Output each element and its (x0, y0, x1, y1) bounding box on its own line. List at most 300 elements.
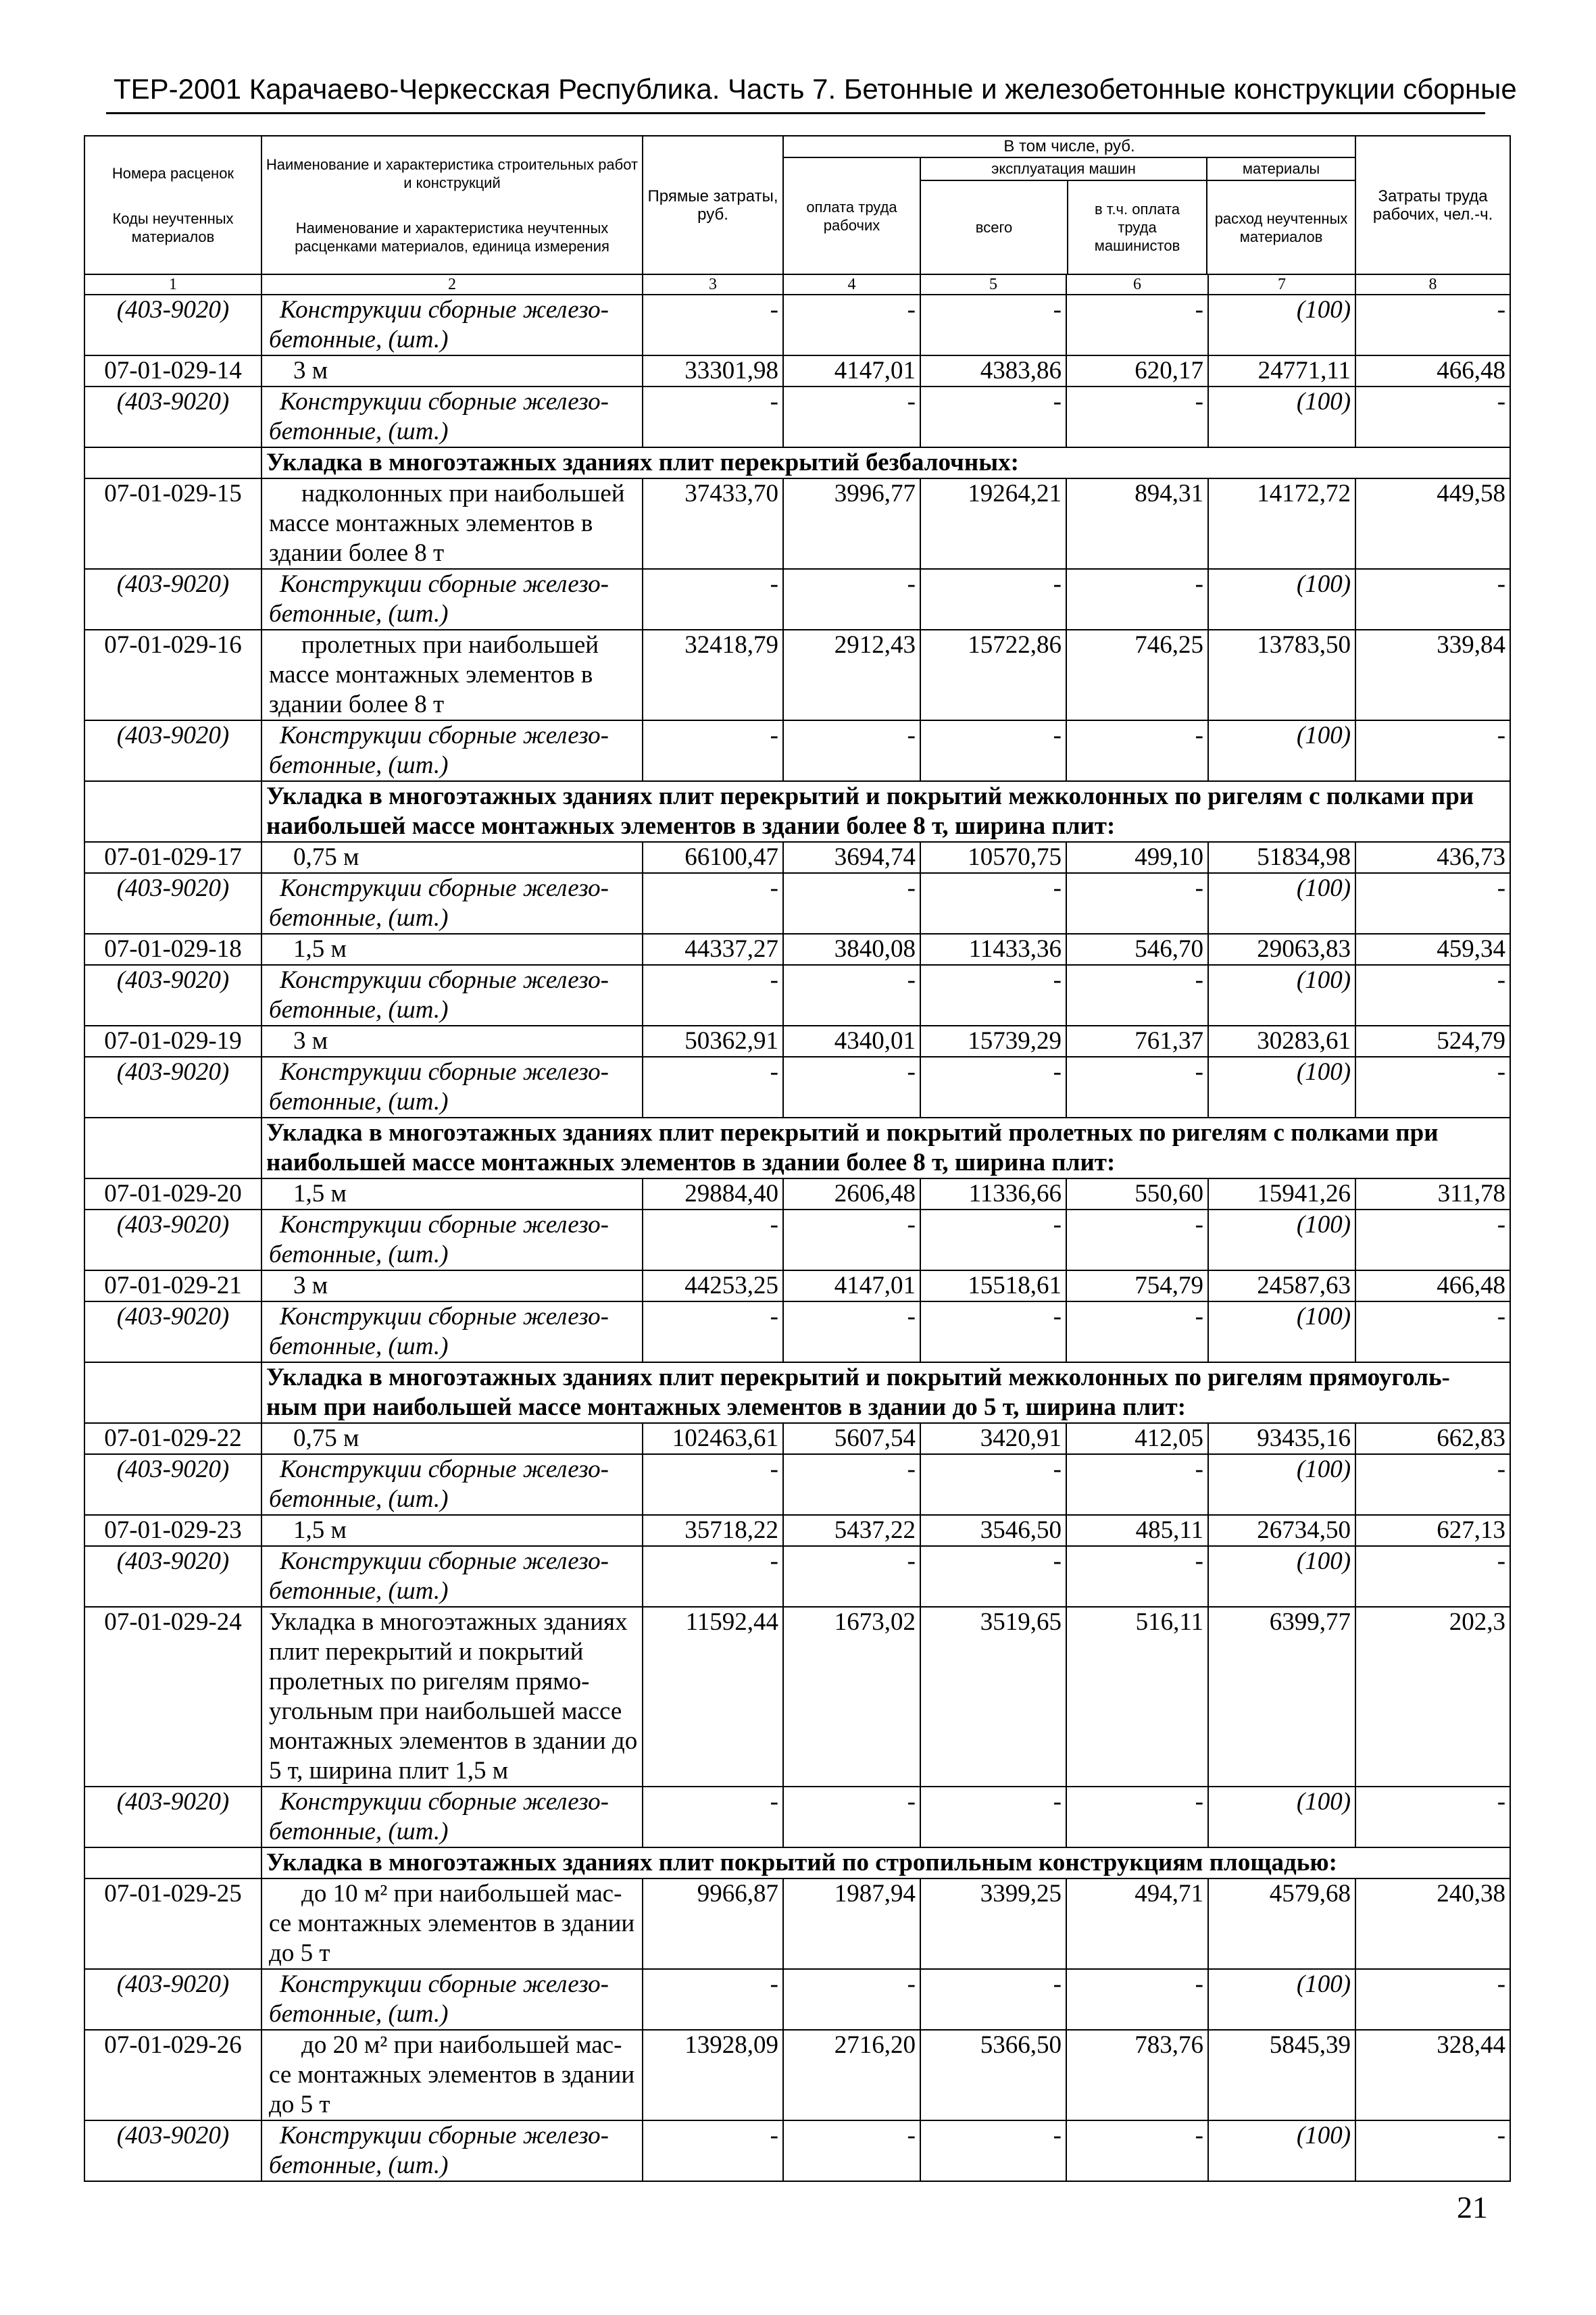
value: 15722,86 (968, 631, 1062, 659)
value: 5845,39 (1269, 2031, 1351, 2059)
value: - (770, 1788, 778, 1816)
value-cell-col-4 (783, 1057, 920, 1118)
value: (100) (1296, 1058, 1351, 1086)
value-cell-col-7 (1208, 478, 1355, 569)
value: - (770, 1455, 778, 1483)
rate-code: 07-01-029-26 (104, 2031, 242, 2059)
material-code: (403-9020) (116, 966, 230, 994)
description-line: надколонных при наибольшей (301, 480, 625, 507)
description-line: 3 м (293, 1027, 328, 1055)
value-cell-col-4 (783, 1301, 920, 1362)
section-code-cell (84, 1847, 261, 1878)
value-cell-col-4 (783, 355, 920, 387)
section-heading (261, 1847, 1510, 1878)
value: - (1053, 1788, 1062, 1816)
rate-description (261, 1270, 643, 1301)
value-cell-col-8 (1355, 478, 1510, 569)
material-row (84, 1787, 1510, 1847)
rate-code: 07-01-029-15 (104, 480, 242, 507)
material-row (84, 720, 1510, 781)
value: 44253,25 (684, 1272, 778, 1299)
value-cell-col-6 (1066, 478, 1208, 569)
description-line: пролетных по ригелям прямо- (269, 1668, 590, 1695)
value-cell-col-3 (643, 1607, 783, 1787)
material-code-cell (84, 1057, 261, 1118)
value-cell-col-3 (643, 478, 783, 569)
rate-row (84, 1026, 1510, 1057)
value: (100) (1296, 1547, 1351, 1575)
rate-description (261, 2030, 643, 2120)
column-number-1: 1 (84, 274, 261, 295)
value: 311,78 (1437, 1180, 1506, 1208)
value: - (907, 966, 916, 994)
value-cell-col-6 (1066, 1607, 1208, 1787)
value: - (1497, 388, 1506, 416)
value: 494,71 (1134, 1880, 1203, 1908)
value: 499,10 (1134, 843, 1203, 871)
rate-code: 07-01-029-20 (104, 1180, 242, 1208)
section-heading-row (84, 781, 1510, 842)
value: - (907, 1455, 916, 1483)
value-cell-col-5 (920, 1423, 1066, 1454)
material-description (261, 1210, 643, 1270)
value: - (770, 1211, 778, 1239)
value-cell-col-3 (643, 1210, 783, 1270)
description-line: бетонные, (шт.) (269, 1241, 449, 1268)
rate-code: 07-01-029-14 (104, 357, 242, 384)
material-code-cell (84, 1210, 261, 1270)
value: - (770, 966, 778, 994)
value-cell-col-8 (1355, 1546, 1510, 1607)
value: - (907, 296, 916, 324)
value-cell-col-7 (1208, 1878, 1355, 1969)
section-heading-line: Укладка в многоэтажных зданиях плит перекрытий и покрытий межколонных по ригелям прямоуголь- (266, 1364, 1450, 1391)
value: - (1497, 1788, 1506, 1816)
value-cell-col-7 (1208, 1607, 1355, 1787)
value: 3546,50 (980, 1516, 1062, 1544)
value-cell-col-7 (1208, 1969, 1355, 2030)
description-line: бетонные, (шт.) (269, 2151, 449, 2179)
material-description (261, 965, 643, 1026)
material-code-cell (84, 720, 261, 781)
value-cell-col-7 (1208, 2030, 1355, 2120)
value-cell-col-5 (920, 1301, 1066, 1362)
value: (100) (1296, 1211, 1351, 1239)
value: 620,17 (1134, 357, 1203, 384)
description-line: Конструкции сборные железо- (280, 1970, 609, 1998)
material-description (261, 873, 643, 934)
material-code: (403-9020) (116, 296, 230, 324)
description-line: 0,75 м (293, 1424, 359, 1452)
value-cell-col-8 (1355, 630, 1510, 720)
rate-code-cell (84, 2030, 261, 2120)
material-code: (403-9020) (116, 388, 230, 416)
value-cell-col-3 (643, 1270, 783, 1301)
value-cell-col-5 (920, 1515, 1066, 1546)
value: - (770, 388, 778, 416)
value: - (1497, 570, 1506, 598)
value: - (1195, 296, 1203, 324)
value-cell-col-4 (783, 1454, 920, 1515)
value-cell-col-4 (783, 720, 920, 781)
description-line: Конструкции сборные железо- (280, 722, 609, 749)
value: (100) (1296, 966, 1351, 994)
value: - (1195, 722, 1203, 749)
rate-row (84, 934, 1510, 965)
value-cell-col-7 (1208, 873, 1355, 934)
material-code-cell (84, 2120, 261, 2181)
description-line: бетонные, (шт.) (269, 1485, 449, 1513)
section-heading-line: Укладка в многоэтажных зданиях плит перекрытий и покрытий пролетных по ригелям с полками при (266, 1119, 1439, 1147)
description-line: Конструкции сборные железо- (280, 1455, 609, 1483)
value-cell-col-4 (783, 934, 920, 965)
value: 15941,26 (1257, 1180, 1351, 1208)
value-cell-col-5 (920, 2120, 1066, 2181)
rate-row (84, 355, 1510, 387)
description-line: пролетных при наибольшей (301, 631, 599, 659)
column-number-5: 5 (920, 274, 1066, 295)
rate-row (84, 842, 1510, 873)
value: - (1497, 722, 1506, 749)
value: 102463,61 (672, 1424, 778, 1452)
rate-code: 07-01-029-16 (104, 631, 242, 659)
description-line: Конструкции сборные железо- (280, 296, 609, 324)
value: - (1195, 570, 1203, 598)
value: - (1195, 1547, 1203, 1575)
rate-description (261, 1178, 643, 1210)
rate-description (261, 630, 643, 720)
description-line: 1,5 м (293, 935, 347, 963)
column-number-6: 6 (1066, 274, 1208, 295)
value: - (1497, 1547, 1506, 1575)
value-cell-col-7 (1208, 1301, 1355, 1362)
value: 4147,01 (834, 1272, 916, 1299)
value: - (1053, 874, 1062, 902)
description-line: бетонные, (шт.) (269, 1333, 449, 1360)
value: 459,34 (1437, 935, 1506, 963)
value: 29884,40 (684, 1180, 778, 1208)
value: 5607,54 (834, 1424, 916, 1452)
value: 4579,68 (1269, 1880, 1351, 1908)
description-line: массе монтажных элементов в (269, 661, 593, 689)
value: 1987,94 (834, 1880, 916, 1908)
value: 35718,22 (684, 1516, 778, 1544)
value: - (907, 722, 916, 749)
page-number: 21 (1457, 2190, 1488, 2224)
value-cell-col-7 (1208, 1787, 1355, 1847)
material-code: (403-9020) (116, 722, 230, 749)
value: - (1195, 1058, 1203, 1086)
rate-code-cell (84, 842, 261, 873)
value-cell-col-3 (643, 873, 783, 934)
value-cell-col-4 (783, 1878, 920, 1969)
value-cell-col-5 (920, 934, 1066, 965)
value-cell-col-7 (1208, 720, 1355, 781)
material-code-cell (84, 387, 261, 447)
value-cell-col-3 (643, 387, 783, 447)
value-cell-col-4 (783, 873, 920, 934)
rate-code-cell (84, 1178, 261, 1210)
value-cell-col-4 (783, 1026, 920, 1057)
value-cell-col-5 (920, 1607, 1066, 1787)
header-machinist-pay: в т.ч. оплата труда машинистов (1094, 201, 1180, 254)
column-number-8: 8 (1355, 274, 1510, 295)
value-cell-col-3 (643, 1878, 783, 1969)
value-cell-col-6 (1066, 842, 1208, 873)
value-cell-col-3 (643, 569, 783, 630)
value-cell-col-6 (1066, 1787, 1208, 1847)
value-cell-col-8 (1355, 1878, 1510, 1969)
value-cell-col-6 (1066, 934, 1208, 965)
value-cell-col-3 (643, 720, 783, 781)
material-code-cell (84, 1546, 261, 1607)
value-cell-col-7 (1208, 387, 1355, 447)
value: (100) (1296, 570, 1351, 598)
value-cell-col-7 (1208, 569, 1355, 630)
section-heading-line: Укладка в многоэтажных зданиях плит покрытий по стропильным конструкциям площадью: (266, 1849, 1337, 1876)
value: (100) (1296, 722, 1351, 749)
material-code: (403-9020) (116, 1303, 230, 1330)
value-cell-col-6 (1066, 2030, 1208, 2120)
value: (100) (1296, 1303, 1351, 1330)
value-cell-col-4 (783, 1787, 920, 1847)
value-cell-col-5 (920, 1057, 1066, 1118)
material-row (84, 965, 1510, 1026)
value-cell-col-7 (1208, 1270, 1355, 1301)
value-cell-col-8 (1355, 355, 1510, 387)
value: 627,13 (1437, 1516, 1506, 1544)
value-cell-col-8 (1355, 1787, 1510, 1847)
description-line: се монтажных элементов в здании (269, 2061, 635, 2089)
rate-description (261, 1607, 643, 1787)
value-cell-col-6 (1066, 1210, 1208, 1270)
value: - (1497, 2122, 1506, 2149)
value: - (1195, 1970, 1203, 1998)
value-cell-col-4 (783, 1515, 920, 1546)
header-rate-numbers: Номера расценок Коды неучтенных материалов (84, 136, 261, 274)
column-number-row (84, 274, 1510, 295)
rate-code: 07-01-029-25 (104, 1880, 242, 1908)
value-cell-col-7 (1208, 630, 1355, 720)
rate-code-cell (84, 1423, 261, 1454)
value: 10570,75 (968, 843, 1062, 871)
value-cell-col-8 (1355, 569, 1510, 630)
rates-table (84, 135, 1511, 2182)
value-cell-col-5 (920, 842, 1066, 873)
material-description (261, 1454, 643, 1515)
value-cell-col-7 (1208, 1454, 1355, 1515)
header-materials-expense: расход неучтенных материалов (1214, 209, 1348, 245)
value-cell-col-6 (1066, 2120, 1208, 2181)
value: - (907, 2122, 916, 2149)
rate-description (261, 934, 643, 965)
material-description (261, 1057, 643, 1118)
value: 550,60 (1134, 1180, 1203, 1208)
description-line: бетонные, (шт.) (269, 751, 449, 779)
section-heading-line: наибольшей массе монтажных элементов в здании более 8 т, ширина плит: (266, 812, 1116, 840)
page-header-title: ТЕР-2001 Карачаево-Черкесская Республика. Часть 7. Бетонные и железобетонные конструкции сборные (114, 73, 1517, 105)
value-cell-col-7 (1208, 1423, 1355, 1454)
value-cell-col-3 (643, 2120, 783, 2181)
value: - (1195, 388, 1203, 416)
material-code: (403-9020) (116, 570, 230, 598)
section-heading-row (84, 447, 1510, 478)
value-cell-col-4 (783, 842, 920, 873)
value-cell-col-6 (1066, 720, 1208, 781)
description-line: до 20 м² при наибольшей мас- (301, 2031, 622, 2059)
description-line: Конструкции сборные железо- (280, 1547, 609, 1575)
value-cell-col-7 (1208, 934, 1355, 965)
value-cell-col-6 (1066, 630, 1208, 720)
value: 3840,08 (834, 935, 916, 963)
value-cell-col-4 (783, 1210, 920, 1270)
value: - (770, 1058, 778, 1086)
value: 15518,61 (968, 1272, 1062, 1299)
material-row (84, 873, 1510, 934)
description-line: монтажных элементов в здании до (269, 1727, 638, 1755)
rate-description (261, 355, 643, 387)
rate-row (84, 478, 1510, 569)
description-line: бетонные, (шт.) (269, 2000, 449, 2028)
description-line: бетонные, (шт.) (269, 1577, 449, 1605)
value: 93435,16 (1257, 1424, 1351, 1452)
value: 5366,50 (980, 2031, 1062, 2059)
value-cell-col-4 (783, 1969, 920, 2030)
value-cell-col-5 (920, 1270, 1066, 1301)
value-cell-col-5 (920, 478, 1066, 569)
material-code: (403-9020) (116, 1211, 230, 1239)
value-cell-col-6 (1066, 1454, 1208, 1515)
value: - (1053, 1058, 1062, 1086)
rate-code: 07-01-029-24 (104, 1608, 242, 1636)
value: 33301,98 (684, 357, 778, 384)
description-line: плит перекрытий и покрытий (269, 1638, 584, 1666)
material-code-cell (84, 569, 261, 630)
section-heading-row (84, 1847, 1510, 1878)
value: - (1053, 570, 1062, 598)
description-line: Укладка в многоэтажных зданиях (269, 1608, 628, 1636)
value-cell-col-3 (643, 355, 783, 387)
value-cell-col-8 (1355, 720, 1510, 781)
value: - (1053, 1970, 1062, 1998)
section-code-cell (84, 447, 261, 478)
value-cell-col-8 (1355, 2120, 1510, 2181)
value: 2606,48 (834, 1180, 916, 1208)
value-cell-col-8 (1355, 1026, 1510, 1057)
description-line: 5 т, ширина плит 1,5 м (269, 1757, 509, 1785)
material-code: (403-9020) (116, 1970, 230, 1998)
value-cell-col-5 (920, 1026, 1066, 1057)
material-description (261, 569, 643, 630)
description-line: бетонные, (шт.) (269, 418, 449, 445)
header-rule (106, 112, 1485, 114)
header-including: В том числе, руб. (784, 136, 1355, 158)
value: - (907, 388, 916, 416)
value-cell-col-6 (1066, 355, 1208, 387)
section-heading (261, 1362, 1510, 1423)
material-description (261, 387, 643, 447)
rate-row (84, 1178, 1510, 1210)
value: 19264,21 (968, 480, 1062, 507)
rate-code: 07-01-029-21 (104, 1272, 242, 1299)
value: 32418,79 (684, 631, 778, 659)
value: 449,58 (1437, 480, 1506, 507)
value: - (1497, 1303, 1506, 1330)
value-cell-col-5 (920, 295, 1066, 355)
value: 328,44 (1437, 2031, 1506, 2059)
description-line: Конструкции сборные железо- (280, 2122, 609, 2149)
value-cell-col-4 (783, 1270, 920, 1301)
material-row (84, 295, 1510, 355)
description-line: 1,5 м (293, 1516, 347, 1544)
value: - (1195, 874, 1203, 902)
rate-row (84, 1607, 1510, 1787)
rate-description (261, 842, 643, 873)
value-cell-col-5 (920, 1178, 1066, 1210)
description-line: Конструкции сборные железо- (280, 1303, 609, 1330)
value: - (770, 722, 778, 749)
value-cell-col-3 (643, 1026, 783, 1057)
value: - (770, 874, 778, 902)
description-line: здании более 8 т (269, 691, 445, 718)
material-code-cell (84, 965, 261, 1026)
material-description (261, 2120, 643, 2181)
description-line: до 10 м² при наибольшей мас- (301, 1880, 622, 1908)
rate-code-cell (84, 1270, 261, 1301)
value-cell-col-3 (643, 1454, 783, 1515)
rate-code: 07-01-029-18 (104, 935, 242, 963)
value: 3519,65 (980, 1608, 1062, 1636)
value-cell-col-5 (920, 1210, 1066, 1270)
material-row (84, 569, 1510, 630)
value: 13783,50 (1257, 631, 1351, 659)
value: 3694,74 (834, 843, 916, 871)
description-line: бетонные, (шт.) (269, 1818, 449, 1845)
value: 202,3 (1449, 1608, 1506, 1636)
value-cell-col-6 (1066, 1515, 1208, 1546)
value: 3420,91 (980, 1424, 1062, 1452)
value-cell-col-8 (1355, 934, 1510, 965)
value: 9966,87 (697, 1880, 778, 1908)
section-heading-line: Укладка в многоэтажных зданиях плит перекрытий безбалочных: (266, 449, 1019, 476)
column-number-7: 7 (1208, 274, 1355, 295)
value: - (907, 570, 916, 598)
description-line: Конструкции сборные железо- (280, 1211, 609, 1239)
value: 11592,44 (685, 1608, 778, 1636)
value: (100) (1296, 1455, 1351, 1483)
value-cell-col-3 (643, 1423, 783, 1454)
value: (100) (1296, 1970, 1351, 1998)
material-row (84, 1057, 1510, 1118)
header-including-group (783, 136, 1355, 274)
value-cell-col-7 (1208, 2120, 1355, 2181)
description-line: 3 м (293, 357, 328, 384)
value-cell-col-3 (643, 842, 783, 873)
value-cell-col-8 (1355, 1607, 1510, 1787)
value: 2716,20 (834, 2031, 916, 2059)
material-code-cell (84, 1969, 261, 2030)
value-cell-col-6 (1066, 1423, 1208, 1454)
value: - (770, 570, 778, 598)
value: 754,79 (1134, 1272, 1203, 1299)
value: 662,83 (1437, 1424, 1506, 1452)
value-cell-col-3 (643, 2030, 783, 2120)
description-line: здании более 8 т (269, 539, 445, 567)
value: 51834,98 (1257, 843, 1351, 871)
value-cell-col-6 (1066, 1178, 1208, 1210)
value: 4147,01 (834, 357, 916, 384)
section-heading (261, 781, 1510, 842)
